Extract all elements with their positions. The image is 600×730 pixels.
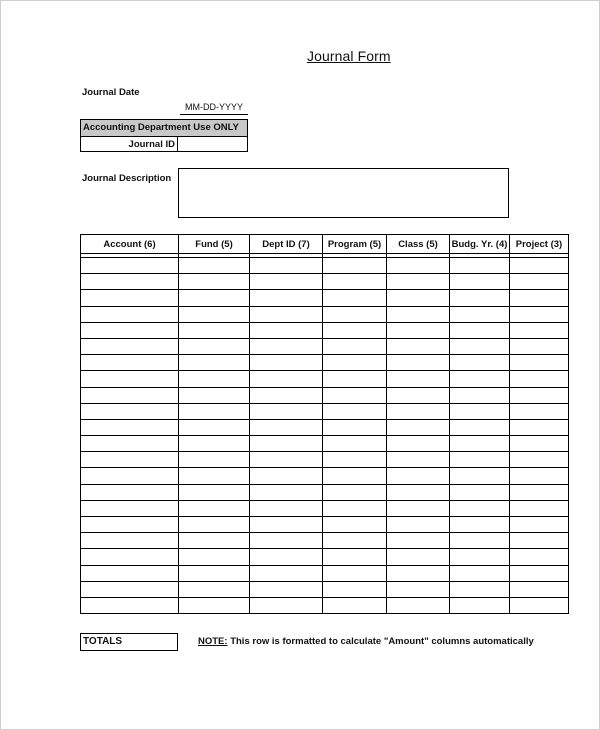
- table-cell[interactable]: [81, 533, 179, 549]
- table-cell[interactable]: [387, 338, 450, 354]
- table-cell[interactable]: [81, 565, 179, 581]
- table-cell[interactable]: [250, 549, 323, 565]
- table-cell[interactable]: [450, 549, 510, 565]
- column-header-budget-year: Budg. Yr. (4): [450, 235, 510, 254]
- table-cell[interactable]: [179, 322, 250, 338]
- table-cell[interactable]: [387, 306, 450, 322]
- table-cell[interactable]: [250, 290, 323, 306]
- table-cell[interactable]: [450, 452, 510, 468]
- table-cell[interactable]: [250, 452, 323, 468]
- table-cell[interactable]: [250, 581, 323, 597]
- table-cell[interactable]: [250, 258, 323, 274]
- table-cell[interactable]: [450, 517, 510, 533]
- table-cell[interactable]: [250, 468, 323, 484]
- table-cell[interactable]: [81, 338, 179, 354]
- table-cell[interactable]: [81, 290, 179, 306]
- table-cell[interactable]: [510, 306, 569, 322]
- table-cell[interactable]: [323, 452, 387, 468]
- table-cell[interactable]: [250, 565, 323, 581]
- table-cell[interactable]: [179, 468, 250, 484]
- table-cell[interactable]: [81, 322, 179, 338]
- table-cell[interactable]: [510, 387, 569, 403]
- table-row: [81, 355, 569, 371]
- table-cell[interactable]: [510, 371, 569, 387]
- table-cell[interactable]: [179, 274, 250, 290]
- journal-description-label: Journal Description: [82, 173, 172, 184]
- table-cell[interactable]: [81, 452, 179, 468]
- table-cell[interactable]: [179, 387, 250, 403]
- table-cell[interactable]: [81, 258, 179, 274]
- table-cell[interactable]: [387, 290, 450, 306]
- table-cell[interactable]: [387, 517, 450, 533]
- table-cell[interactable]: [450, 436, 510, 452]
- table-cell[interactable]: [179, 258, 250, 274]
- journal-id-field[interactable]: [178, 137, 247, 152]
- table-cell[interactable]: [510, 484, 569, 500]
- table-cell[interactable]: [450, 468, 510, 484]
- table-cell[interactable]: [323, 274, 387, 290]
- table-cell[interactable]: [510, 258, 569, 274]
- table-cell[interactable]: [323, 419, 387, 435]
- table-cell[interactable]: [81, 274, 179, 290]
- table-cell[interactable]: [450, 533, 510, 549]
- journal-id-row: [81, 137, 247, 152]
- table-cell[interactable]: [323, 533, 387, 549]
- table-cell[interactable]: [81, 371, 179, 387]
- table-cell[interactable]: [179, 565, 250, 581]
- table-cell[interactable]: [387, 549, 450, 565]
- table-row: [81, 452, 569, 468]
- table-cell[interactable]: [179, 533, 250, 549]
- table-cell[interactable]: [510, 500, 569, 516]
- table-cell[interactable]: [179, 371, 250, 387]
- table-cell[interactable]: [323, 500, 387, 516]
- table-cell[interactable]: [387, 484, 450, 500]
- table-cell[interactable]: [250, 338, 323, 354]
- table-row: [81, 258, 569, 274]
- table-row: [81, 322, 569, 338]
- table-cell[interactable]: [510, 338, 569, 354]
- table-row: [81, 306, 569, 322]
- table-cell[interactable]: [81, 468, 179, 484]
- table-cell[interactable]: [179, 403, 250, 419]
- table-cell[interactable]: [323, 387, 387, 403]
- table-cell[interactable]: [510, 274, 569, 290]
- table-row: [81, 403, 569, 419]
- table-cell[interactable]: [450, 484, 510, 500]
- table-cell[interactable]: [510, 322, 569, 338]
- table-cell[interactable]: [81, 500, 179, 516]
- table-cell[interactable]: [510, 565, 569, 581]
- table-cell[interactable]: [250, 484, 323, 500]
- table-cell[interactable]: [179, 517, 250, 533]
- totals-label: TOTALS: [80, 633, 178, 651]
- table-cell[interactable]: [81, 387, 179, 403]
- table-cell[interactable]: [179, 581, 250, 597]
- journal-id-label: Journal ID: [81, 137, 178, 152]
- table-row: [81, 597, 569, 613]
- table-row: [81, 565, 569, 581]
- table-cell[interactable]: [387, 452, 450, 468]
- table-cell[interactable]: [250, 387, 323, 403]
- table-cell[interactable]: [81, 597, 179, 613]
- table-cell[interactable]: [387, 565, 450, 581]
- table-cell[interactable]: [179, 436, 250, 452]
- table-row: [81, 468, 569, 484]
- journal-description-field[interactable]: [178, 168, 509, 218]
- table-cell[interactable]: [387, 419, 450, 435]
- table-row: [81, 274, 569, 290]
- table-cell[interactable]: [450, 419, 510, 435]
- table-cell[interactable]: [250, 597, 323, 613]
- table-cell[interactable]: [387, 597, 450, 613]
- journal-date-label: Journal Date: [82, 87, 140, 98]
- table-row: [81, 484, 569, 500]
- table-cell[interactable]: [250, 306, 323, 322]
- table-cell[interactable]: [450, 290, 510, 306]
- table-cell[interactable]: [387, 258, 450, 274]
- table-cell[interactable]: [81, 403, 179, 419]
- table-cell[interactable]: [81, 355, 179, 371]
- table-row: [81, 419, 569, 435]
- journal-entries-table: [80, 234, 569, 614]
- table-row: [81, 533, 569, 549]
- table-cell[interactable]: [510, 468, 569, 484]
- table-cell[interactable]: [179, 597, 250, 613]
- table-cell[interactable]: [323, 549, 387, 565]
- table-row: [81, 581, 569, 597]
- table-cell[interactable]: [387, 403, 450, 419]
- table-row: [81, 290, 569, 306]
- table-cell[interactable]: [179, 500, 250, 516]
- table-cell[interactable]: [179, 306, 250, 322]
- table-cell[interactable]: [450, 338, 510, 354]
- table-cell[interactable]: [250, 533, 323, 549]
- table-cell[interactable]: [387, 533, 450, 549]
- table-cell[interactable]: [450, 581, 510, 597]
- table-cell[interactable]: [250, 403, 323, 419]
- table-cell[interactable]: [323, 258, 387, 274]
- table-cell[interactable]: [450, 355, 510, 371]
- table-cell[interactable]: [387, 322, 450, 338]
- table-cell[interactable]: [250, 355, 323, 371]
- table-cell[interactable]: [179, 419, 250, 435]
- table-cell[interactable]: [450, 403, 510, 419]
- table-row: [81, 500, 569, 516]
- table-cell[interactable]: [323, 371, 387, 387]
- table-cell[interactable]: [250, 274, 323, 290]
- form-title: Journal Form: [307, 48, 391, 64]
- table-cell[interactable]: [387, 581, 450, 597]
- totals-note: [198, 636, 534, 647]
- table-cell[interactable]: [323, 403, 387, 419]
- table-cell[interactable]: [250, 517, 323, 533]
- table-row: [81, 517, 569, 533]
- table-cell[interactable]: [387, 355, 450, 371]
- table-row: [81, 436, 569, 452]
- table-cell[interactable]: [450, 322, 510, 338]
- table-cell[interactable]: [323, 484, 387, 500]
- table-cell[interactable]: [450, 306, 510, 322]
- table-cell[interactable]: [450, 597, 510, 613]
- column-header-class: Class (5): [387, 235, 450, 254]
- table-cell[interactable]: [250, 371, 323, 387]
- table-cell[interactable]: [510, 436, 569, 452]
- table-cell[interactable]: [81, 549, 179, 565]
- table-cell[interactable]: [250, 436, 323, 452]
- table-cell[interactable]: [323, 581, 387, 597]
- table-cell[interactable]: [450, 387, 510, 403]
- table-cell[interactable]: [387, 387, 450, 403]
- table-cell[interactable]: [250, 500, 323, 516]
- table-cell[interactable]: [510, 355, 569, 371]
- table-row: [81, 371, 569, 387]
- table-cell[interactable]: [510, 549, 569, 565]
- table-cell[interactable]: [179, 338, 250, 354]
- table-cell[interactable]: [323, 355, 387, 371]
- table-cell[interactable]: [387, 500, 450, 516]
- table-cell[interactable]: [81, 484, 179, 500]
- table-cell[interactable]: [510, 581, 569, 597]
- table-cell[interactable]: [510, 597, 569, 613]
- table-cell[interactable]: [179, 484, 250, 500]
- table-cell[interactable]: [323, 436, 387, 452]
- column-header-account: Account (6): [81, 235, 179, 254]
- table-cell[interactable]: [510, 419, 569, 435]
- table-cell[interactable]: [323, 306, 387, 322]
- table-cell[interactable]: [450, 500, 510, 516]
- table-cell[interactable]: [387, 468, 450, 484]
- journal-date-field[interactable]: MM-DD-YYYY: [180, 101, 248, 115]
- column-header-program: Program (5): [323, 235, 387, 254]
- table-cell[interactable]: [450, 274, 510, 290]
- table-cell[interactable]: [179, 355, 250, 371]
- table-cell[interactable]: [323, 565, 387, 581]
- column-header-fund: Fund (5): [179, 235, 250, 254]
- table-cell[interactable]: [323, 338, 387, 354]
- table-row: [81, 387, 569, 403]
- note-text: This row is formatted to calculate "Amount" columns automatically: [230, 636, 534, 647]
- table-cell[interactable]: [81, 517, 179, 533]
- column-header-dept-id: Dept ID (7): [250, 235, 323, 254]
- table-cell[interactable]: [323, 517, 387, 533]
- table-cell[interactable]: [510, 517, 569, 533]
- table-cell[interactable]: [510, 452, 569, 468]
- table-row: [81, 338, 569, 354]
- table-cell[interactable]: [179, 549, 250, 565]
- table-cell[interactable]: [250, 322, 323, 338]
- table-cell[interactable]: [510, 290, 569, 306]
- table-cell[interactable]: [323, 290, 387, 306]
- table-cell[interactable]: [323, 597, 387, 613]
- table-cell[interactable]: [387, 436, 450, 452]
- table-cell[interactable]: [510, 403, 569, 419]
- table-cell[interactable]: [450, 371, 510, 387]
- table-cell[interactable]: [387, 274, 450, 290]
- table-cell[interactable]: [81, 581, 179, 597]
- table-cell[interactable]: [179, 452, 250, 468]
- column-header-project: Project (3): [510, 235, 569, 254]
- table-cell[interactable]: [323, 468, 387, 484]
- table-header-row: [81, 235, 569, 254]
- table-cell[interactable]: [450, 258, 510, 274]
- accounting-department-header: Accounting Department Use ONLY: [81, 120, 247, 137]
- accounting-department-box: [80, 119, 248, 152]
- table-cell[interactable]: [323, 322, 387, 338]
- table-cell[interactable]: [81, 306, 179, 322]
- note-label: NOTE:: [198, 636, 228, 647]
- table-cell[interactable]: [510, 533, 569, 549]
- table-cell[interactable]: [81, 419, 179, 435]
- table-cell[interactable]: [250, 419, 323, 435]
- table-cell[interactable]: [81, 436, 179, 452]
- table-row: [81, 549, 569, 565]
- table-cell[interactable]: [387, 371, 450, 387]
- table-cell[interactable]: [450, 565, 510, 581]
- table-cell[interactable]: [179, 290, 250, 306]
